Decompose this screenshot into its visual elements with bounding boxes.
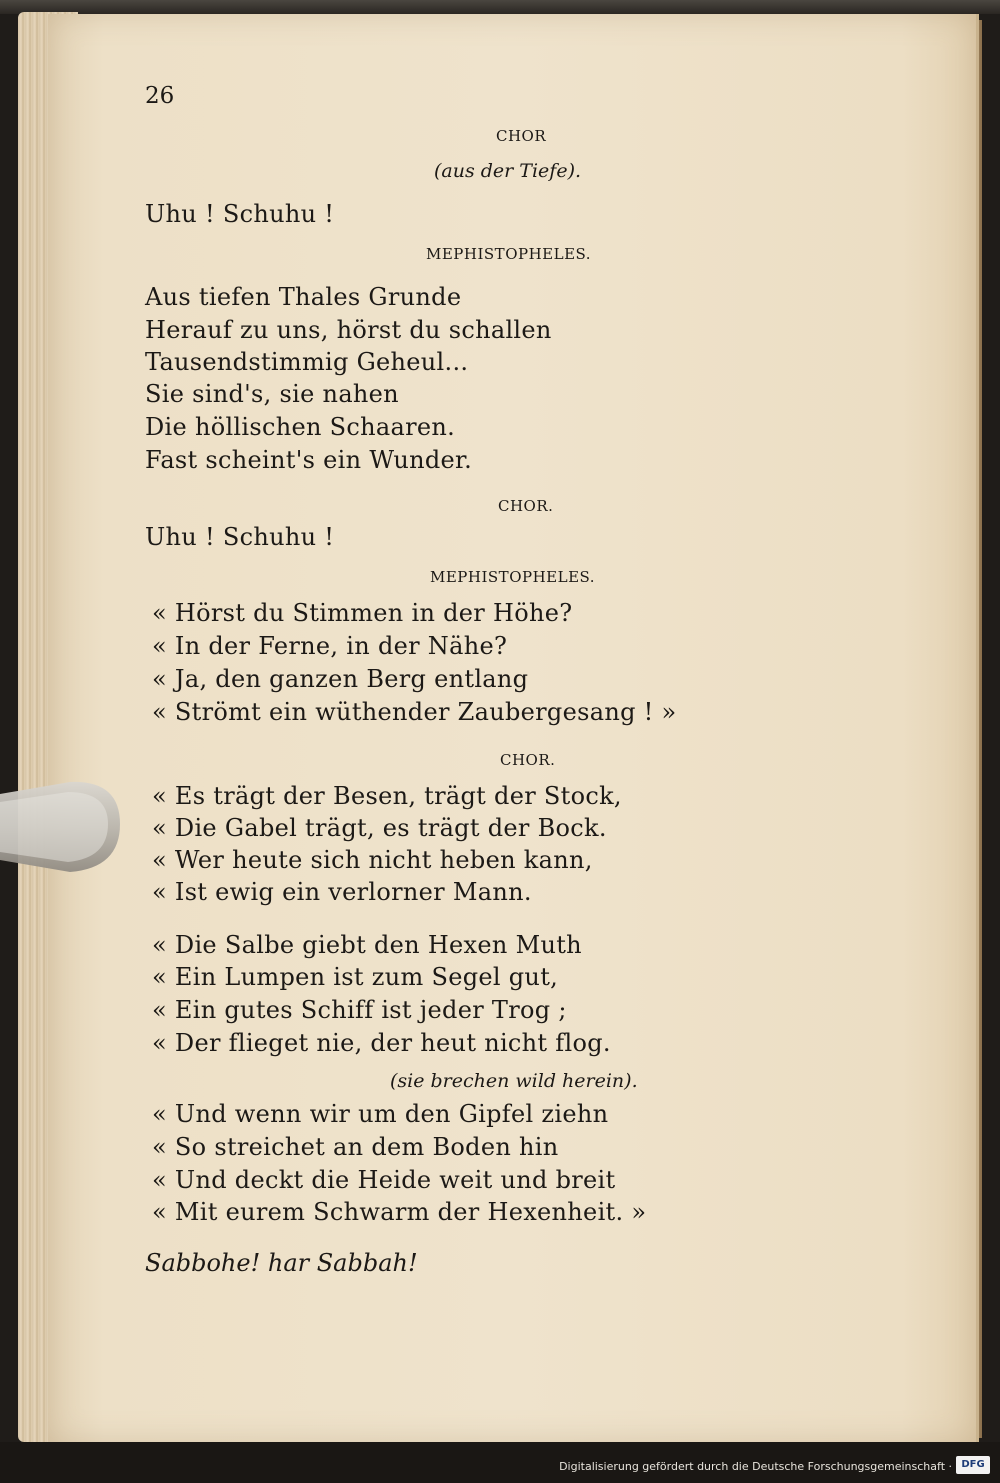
verse-line: Die höllischen Schaaren.: [145, 413, 456, 441]
verse-line: « Ja, den ganzen Berg entlang: [152, 665, 529, 693]
verse-line: « In der Ferne, in der Nähe?: [152, 632, 508, 660]
verse-line: « Strömt ein wüthender Zaubergesang ! »: [152, 698, 677, 726]
verse-line: « Und wenn wir um den Gipfel ziehn: [152, 1100, 609, 1128]
verse-line: « Der flieget nie, der heut nicht flog.: [152, 1029, 611, 1057]
speaker-chor: CHOR.: [500, 751, 556, 769]
verse-line: « Ist ewig ein verlorner Mann.: [152, 878, 532, 906]
scan-top-edge: [0, 0, 1000, 14]
stage-direction: (aus der Tiefe).: [434, 160, 582, 182]
verse-line: Fast scheint's ein Wunder.: [145, 446, 473, 474]
verse-line: « Die Gabel trägt, es trägt der Bock.: [152, 814, 607, 842]
book-page: [48, 14, 979, 1442]
verse-line: Aus tiefen Thales Grunde: [145, 283, 462, 311]
verse-line: « Ein Lumpen ist zum Segel gut,: [152, 963, 559, 991]
verse-line: Uhu ! Schuhu !: [145, 200, 335, 228]
speaker-chor: CHOR.: [498, 497, 554, 515]
page-number: 26: [145, 83, 175, 109]
verse-line: « Die Salbe giebt den Hexen Muth: [152, 931, 582, 959]
digitization-credit: Digitalisierung gefördert durch die Deutsche Forschungsgemeinschaft ·: [559, 1460, 952, 1473]
verse-line: « Und deckt die Heide weit und breit: [152, 1166, 616, 1194]
bookmark-clip-icon: [0, 780, 122, 876]
verse-line: « So streichet an dem Boden hin: [152, 1133, 559, 1161]
closing-exclamation: Sabbohe! har Sabbah!: [145, 1249, 418, 1277]
verse-line: « Ein gutes Schiff ist jeder Trog ;: [152, 996, 567, 1024]
verse-line: Tausendstimmig Geheul...: [145, 348, 469, 376]
verse-line: « Wer heute sich nicht heben kann,: [152, 846, 593, 874]
dfg-logo-icon: DFG: [956, 1456, 990, 1474]
speaker-chor: CHOR: [496, 127, 547, 145]
speaker-mephistopheles: MEPHISTOPHELES.: [426, 245, 592, 263]
verse-line: « Mit eurem Schwarm der Hexenheit. »: [152, 1198, 647, 1226]
verse-line: Sie sind's, sie nahen: [145, 380, 399, 408]
verse-line: « Es trägt der Besen, trägt der Stock,: [152, 782, 622, 810]
stage-direction: (sie brechen wild herein).: [390, 1070, 638, 1092]
verse-line: Herauf zu uns, hörst du schallen: [145, 316, 552, 344]
verse-line: Uhu ! Schuhu !: [145, 523, 335, 551]
speaker-mephistopheles: MEPHISTOPHELES.: [430, 568, 596, 586]
verse-line: « Hörst du Stimmen in der Höhe?: [152, 599, 573, 627]
